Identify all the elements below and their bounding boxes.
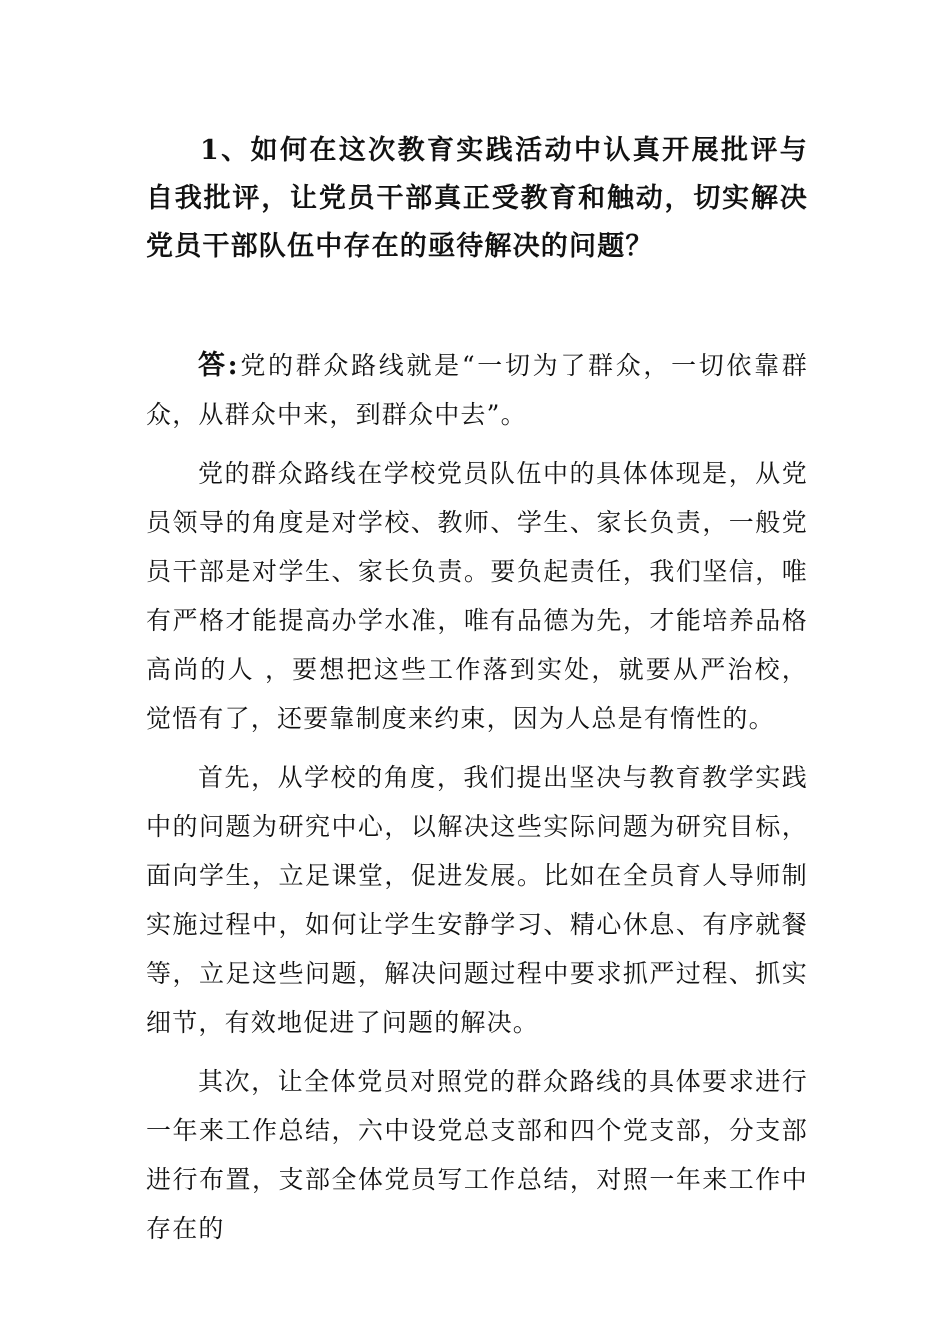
answer-intro-text: 党的群众路线就是“一切为了群众，一切依靠群众，从群众中来，到群众中去”。 [146, 351, 808, 429]
document-body [146, 127, 808, 1263]
body-paragraph: 其次，让全体党员对照党的群众路线的具体要求进行一年来工作总结，六中设党总支部和四个党支部，分支部进行布置，支部全体党员写工作总结，对照一年来工作中存在的 [146, 1067, 808, 1243]
answer-label: 答: [198, 350, 239, 381]
answer-intro-paragraph [146, 341, 808, 439]
question-heading: 1、如何在这次教育实践活动中认真开展批评与自我批评，让党员干部真正受教育和触动，切实解决党员干部队伍中存在的亟待解决的问题？ [146, 135, 808, 262]
body-paragraph: 党的群众路线在学校党员队伍中的具体体现是，从党员领导的角度是对学校、教师、学生、家长负责，一般党员干部是对学生、家长负责。要负起责任，我们坚信，唯有严格才能提高办学水准，唯有品德为先，才能培养品格高尚的人 ，要想把这些工作落到实处，就要从严治校，觉悟有了，还要靠制度来约束，因为人总是有惰性的。 [146, 459, 808, 733]
answer-section [146, 341, 808, 1253]
body-paragraph: 首先，从学校的角度，我们提出坚决与教育教学实践中的问题为研究中心，以解决这些实际问题为研究目标，面向学生，立足课堂，促进发展。比如在全员育人导师制实施过程中，如何让学生安静学习、精心休息、有序就餐等，立足这些问题，解决问题过程中要求抓严过程、抓实细节，有效地促进了问题的解决。 [146, 763, 808, 1037]
